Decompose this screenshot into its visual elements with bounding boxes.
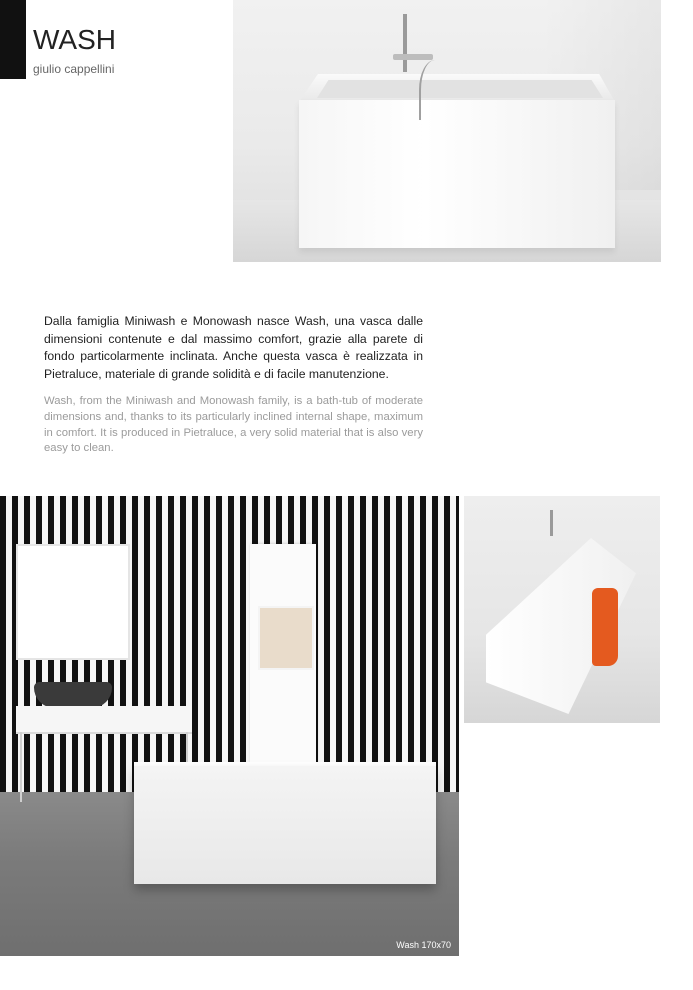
mirror [16, 544, 130, 660]
title-accent-bar [0, 0, 26, 79]
bathroom-photo-main [0, 496, 459, 956]
bathtub-photo-side [464, 496, 660, 723]
washbasin [34, 682, 112, 708]
description-italian: Dalla famiglia Miniwash e Monowash nasce Wash, una vasca dalle dimensioni contenute e dal massimo comfort, grazie alla parete di fondo particolarmente inclinata. Anche questa vasca è realizzata in Pietraluce, materiale di grande solidità e di facile manutenzione. [44, 314, 423, 381]
description-english: Wash, from the Miniwash and Monowash family, is a bath-tub of moderate dimensions and, thanks to its particularly inclined internal shape, maximum in comfort. It is produced in Pietraluce, a very solid material that is also very easy to clean. [44, 395, 423, 455]
page-title: WASH [33, 24, 116, 55]
photo-caption: Wash 170x70 [396, 940, 451, 950]
bathtub [134, 766, 436, 884]
orange-towel [592, 588, 618, 666]
designer-name: giulio cappellini [33, 62, 115, 76]
bathtub-photo-top [233, 0, 661, 262]
vanity-counter [16, 706, 192, 734]
